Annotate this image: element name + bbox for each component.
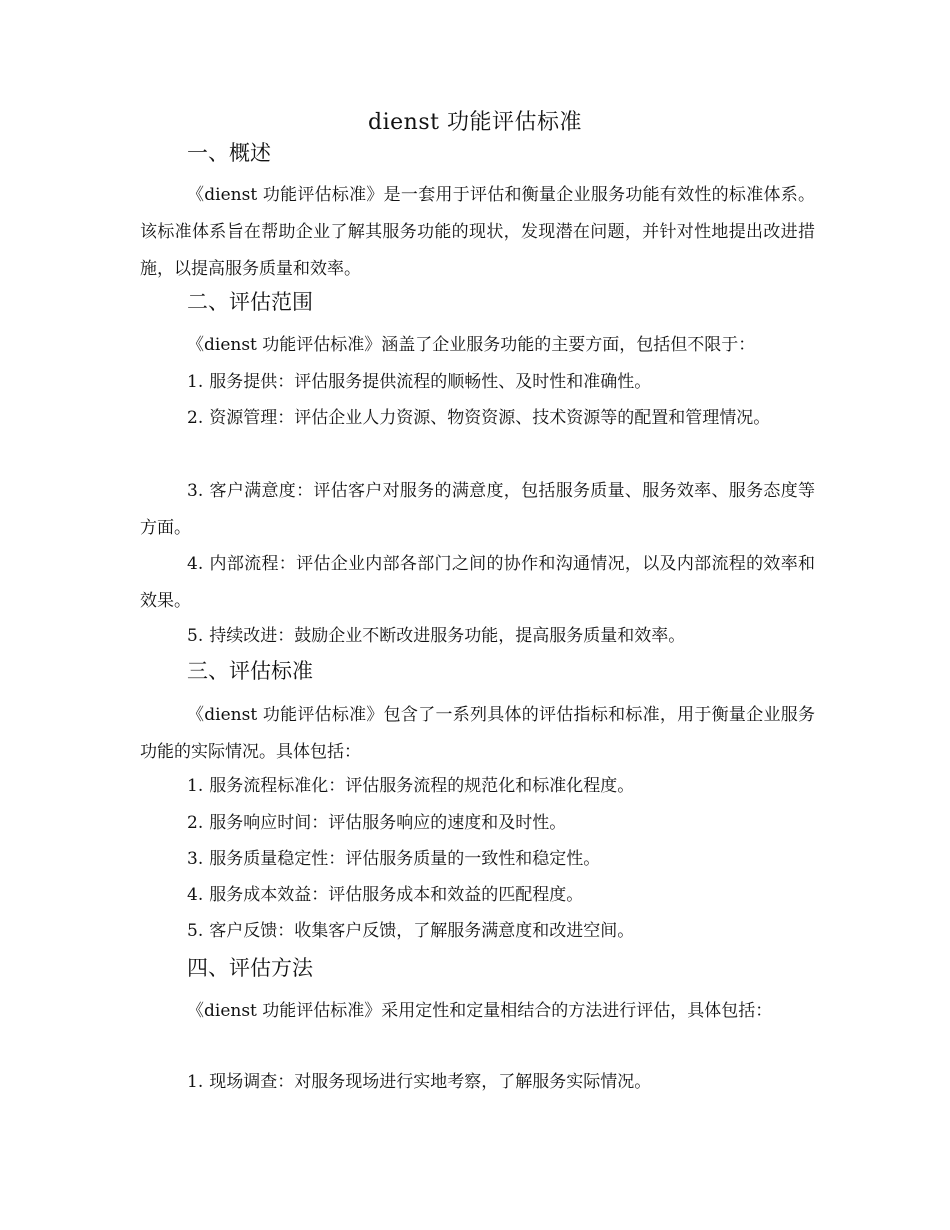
criteria-intro: 《dienst 功能评估标准》包含了一系列具体的评估指标和标准，用于衡量企业服务功能的实际情况。具体包括：	[140, 705, 815, 762]
methods-intro: 《dienst 功能评估标准》采用定性和定量相结合的方法进行评估，具体包括：	[187, 1001, 773, 1021]
list-item: 4. 服务成本效益：评估服务成本和效益的匹配程度。	[187, 885, 584, 905]
list-item: 1. 服务流程标准化：评估服务流程的规范化和标准化程度。	[187, 776, 635, 796]
list-item: 5. 持续改进：鼓励企业不断改进服务功能，提高服务质量和效率。	[187, 626, 686, 646]
section-heading-methods: 四、评估方法	[187, 956, 313, 980]
list-item: 2. 服务响应时间：评估服务响应的速度和及时性。	[187, 813, 567, 833]
document-title: dienst 功能评估标准	[368, 110, 582, 135]
section-heading-scope: 二、评估范围	[187, 290, 313, 314]
list-item: 1. 现场调查：对服务现场进行实地考察，了解服务实际情况。	[187, 1072, 652, 1092]
list-item: 4. 内部流程：评估企业内部各部门之间的协作和沟通情况，以及内部流程的效率和效果。	[140, 554, 815, 611]
list-item: 3. 服务质量稳定性：评估服务质量的一致性和稳定性。	[187, 849, 601, 869]
overview-paragraph: 《dienst 功能评估标准》是一套用于评估和衡量企业服务功能有效性的标准体系。该标准体系旨在帮助企业了解其服务功能的现状，发现潜在问题，并针对性地提出改进措施，以提高服务质量和效率。	[140, 185, 815, 279]
scope-intro: 《dienst 功能评估标准》涵盖了企业服务功能的主要方面，包括但不限于：	[187, 335, 756, 355]
list-item: 3. 客户满意度：评估客户对服务的满意度，包括服务质量、服务效率、服务态度等方面。	[140, 481, 815, 538]
list-item: 2. 资源管理：评估企业人力资源、物资资源、技术资源等的配置和管理情况。	[187, 408, 771, 428]
list-item: 1. 服务提供：评估服务提供流程的顺畅性、及时性和准确性。	[187, 372, 652, 392]
section-heading-criteria: 三、评估标准	[187, 659, 313, 683]
list-item: 5. 客户反馈：收集客户反馈，了解服务满意度和改进空间。	[187, 921, 635, 941]
section-heading-overview: 一、概述	[187, 141, 271, 165]
